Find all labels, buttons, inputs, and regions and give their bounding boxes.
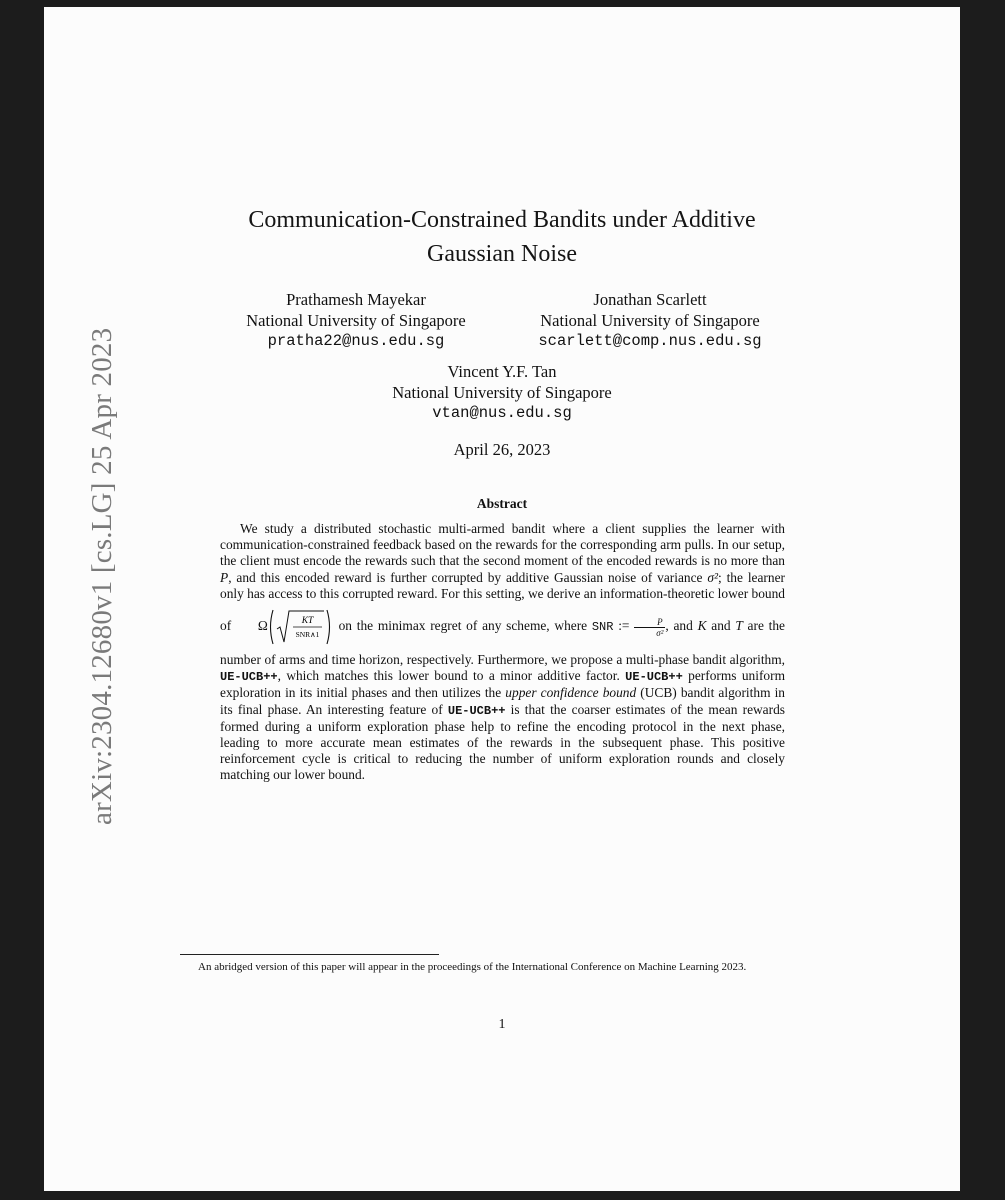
title-line-2: Gaussian Noise (427, 241, 577, 267)
lower-bound-formula: Ω KT SNR∧1 (238, 608, 332, 646)
footnote-text: An abridged version of this paper will appear in the proceedings of the International Conference on Machine Learning 2023. (198, 961, 747, 973)
author-affiliation: National University of Singapore (392, 383, 612, 402)
footnote-rule (180, 954, 439, 955)
author-email: pratha22@nus.edu.sg (267, 332, 445, 350)
kt-text: KT (301, 616, 314, 627)
paper-date: April 26, 2023 (453, 440, 551, 459)
author-email: vtan@nus.edu.sg (432, 404, 572, 422)
abstract-body (220, 521, 785, 784)
author-block-1 (216, 289, 496, 352)
title-line-1: Communication-Constrained Bandits under Additive (248, 207, 756, 233)
author-name: Jonathan Scarlett (593, 290, 707, 309)
author-block-2 (510, 289, 790, 352)
page-number: 1 (498, 1017, 506, 1032)
paper-page (44, 7, 960, 1191)
author-block-3 (362, 361, 642, 424)
abstract-heading: Abstract (476, 496, 528, 511)
paper-title (44, 203, 960, 271)
author-affiliation: National University of Singapore (246, 311, 466, 330)
author-affiliation: National University of Singapore (540, 311, 760, 330)
arxiv-stamp: arXiv:2304.12680v1 [cs.LG] 25 Apr 2023 (86, 327, 118, 825)
author-name: Vincent Y.F. Tan (447, 362, 557, 381)
author-name: Prathamesh Mayekar (286, 290, 426, 309)
abstract-paragraph: We study a distributed stochastic multi-armed bandit where a client supplies the learner with communication-constrained feedback based on the rewards for the corresponding arm pulls. In our setup, the client must encode the rewards such that the second moment of the encoded rewards is no more than P, and this encoded reward is further corrupted by additive Gaussian noise of variance σ²; the learner only has access to this corrupted reward. For this setting, we derive an information-theoretic lower bound of Ω KT SNR∧1 on the minimax regret of any scheme, where SNR := $\frac{P}{\text{σ²}}$ , and K and T are the number of arms and time horizon, respectively. Furthermore, we propose a multi-phase bandit algorithm, UE-UCB++, which matches this lower bound to a minor additive factor. UE-UCB++ performs uniform exploration in its initial phases and then utilizes the upper confidence bound (UCB) bandit algorithm in its final phase. An interesting feature of UE-UCB++ is that the coarser estimates of the mean rewards formed during a uniform exploration phase help to refine the encoding protocol in the next phase, leading to more accurate mean estimates of the rewards in the subsequent phase. This positive reinforcement cycle is critical to reducing the number of uniform exploration rounds and closely matching our lower bound. (220, 521, 785, 783)
snr-fraction: $\frac{P}{\text{σ²}}$ (634, 617, 665, 638)
snr-and-1-text: SNR∧1 (295, 630, 320, 640)
sqrt-paren-glyph (268, 608, 332, 646)
author-email: scarlett@comp.nus.edu.sg (538, 332, 762, 350)
